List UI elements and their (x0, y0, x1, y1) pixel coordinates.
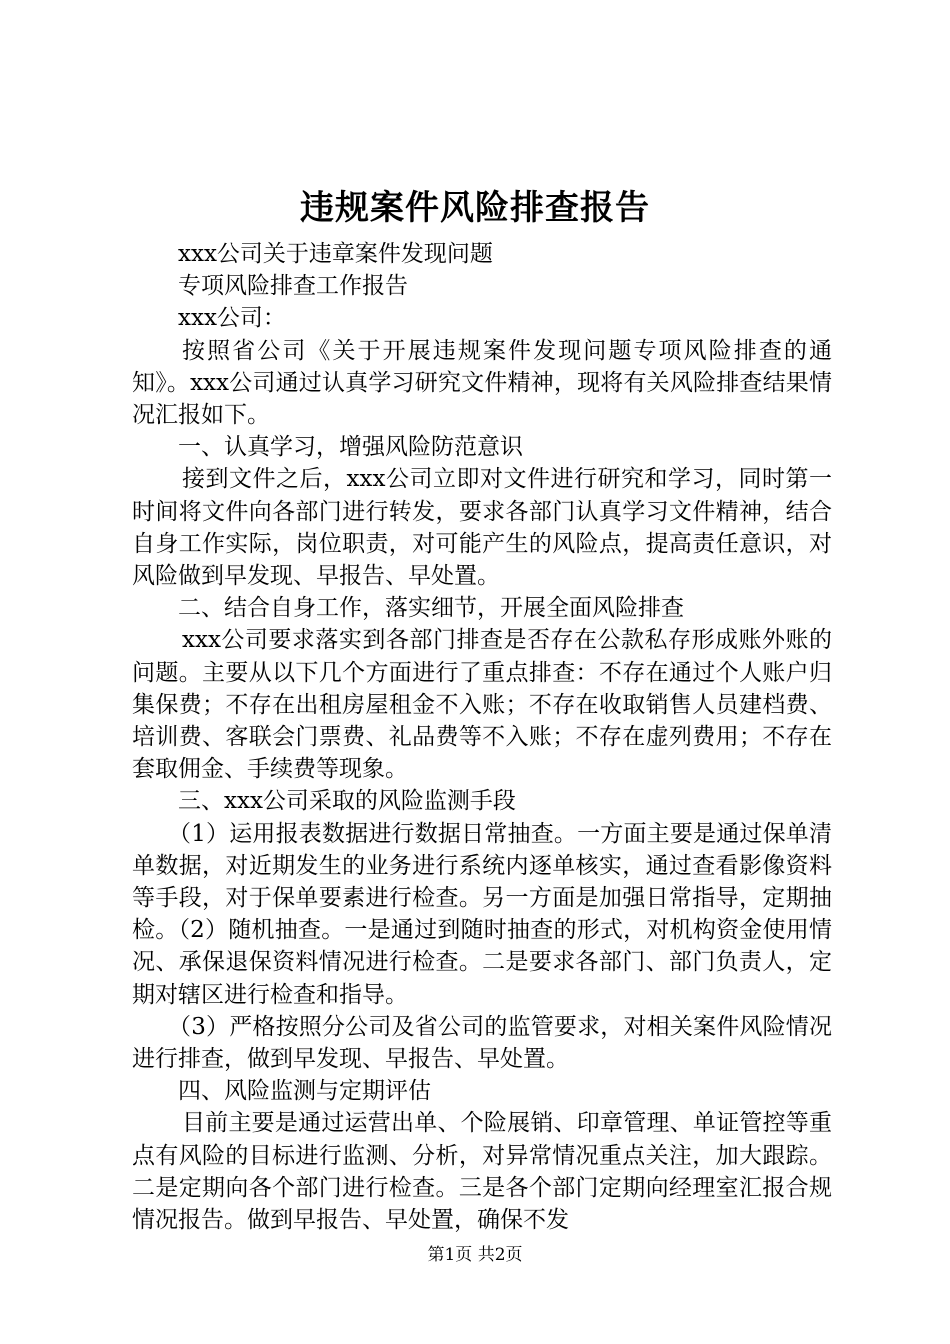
section-heading-2: 二、结合自身工作，落实细节，开展全面风险排查 (178, 595, 684, 622)
salutation: xxx公司： (178, 305, 286, 332)
intro-paragraph: 按照省公司《关于开展违规案件发现问题专项风险排查的通知》。xxx公司通过认真学习研究文件精神，现将有关风险排查结果情况汇报如下。 (132, 337, 832, 429)
document-title: 违规案件风险排查报告 (300, 188, 650, 228)
section-heading-4: 四、风险监测与定期评估 (178, 1078, 431, 1105)
section-2-paragraph: xxx公司要求落实到各部门排查是否存在公款私存形成账外账的问题。主要从以下几个方面进行了重点排查：不存在通过个人账户归集保费；不存在出租房屋租金不入账；不存在收取销售人员建档费、培训费、客联会门票费、礼品费等不入账；不存在虚列费用；不存在套取佣金、手续费等现象。 (132, 627, 832, 783)
section-heading-1: 一、认真学习，增强风险防范意识 (178, 434, 523, 461)
section-heading-3: 三、xxx公司采取的风险监测手段 (178, 788, 516, 815)
subject-line-2: 专项风险排查工作报告 (178, 273, 408, 300)
subject-line-1: xxx公司关于违章案件发现问题 (178, 241, 493, 267)
section-1-paragraph: 接到文件之后，xxx公司立即对文件进行研究和学习，同时第一时间将文件向各部门进行转发，要求各部门认真学习文件精神，结合自身工作实际，岗位职责，对可能产生的风险点，提高责任意识，对风险做到早发现、早报告、早处置。 (132, 466, 832, 590)
document-body (132, 238, 832, 1236)
section-3-paragraph-1: （1）运用报表数据进行数据日常抽查。一方面主要是通过保单清单数据，对近期发生的业务进行系统内逐单核实，通过查看影像资料等手段，对于保单要素进行检查。另一方面是加强日常指导，定期抽检。（2）随机抽查。一是通过到随时抽查的形式，对机构资金使用情况、承保退保资料情况进行检查。二是要求各部门、部门负责人，定期对辖区进行检查和指导。 (132, 820, 832, 1008)
section-4-paragraph: 目前主要是通过运营出单、个险展销、印章管理、单证管控等重点有风险的目标进行监测、分析，对异常情况重点关注，加大跟踪。二是定期向各个部门进行检查。三是各个部门定期向经理室汇报合规情况报告。做到早报告、早处置，确保不发 (132, 1110, 832, 1234)
page-number-footer: 第1页 共2页 (427, 1245, 523, 1265)
section-3-paragraph-2: （3）严格按照分公司及省公司的监管要求，对相关案件风险情况进行排查，做到早发现、早报告、早处置。 (132, 1013, 832, 1073)
